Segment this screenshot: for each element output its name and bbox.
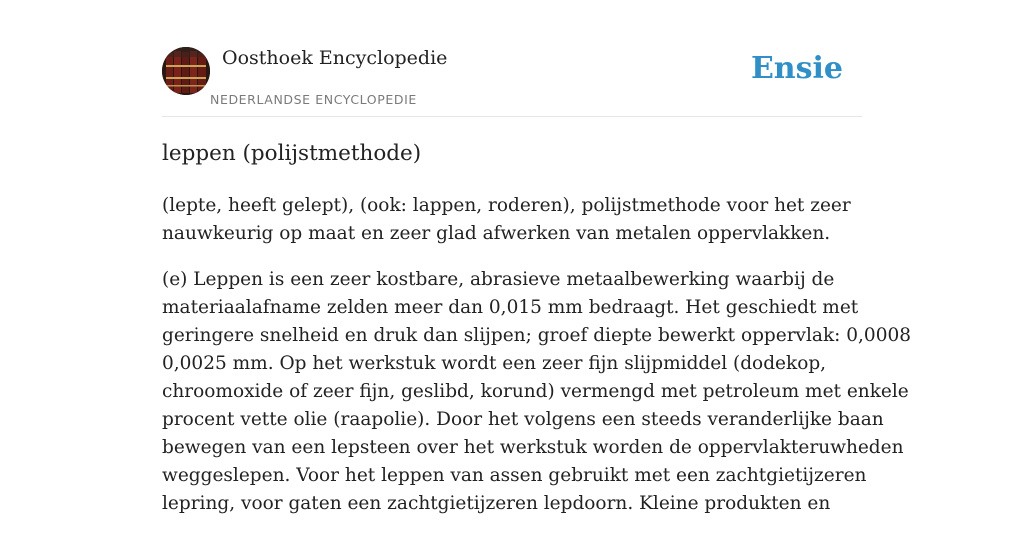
paragraph-line: weggeslepen. Voor het leppen van assen gebruikt met een zachtgietijzeren: [162, 465, 867, 486]
paragraph-line: bewegen van een lepsteen over het werkstuk worden de oppervlakteruwheden: [162, 437, 904, 458]
explanation-paragraph: [162, 266, 912, 518]
site-title[interactable]: Oosthoek Encyclopedie: [222, 47, 448, 69]
paragraph-line: materiaalafname zelden meer dan 0,015 mm bedraagt. Het geschiedt met: [162, 297, 859, 318]
site-subtitle: NEDERLANDSE ENCYCLOPEDIE: [210, 92, 417, 107]
site-header: [162, 0, 862, 117]
encyclopedia-books-avatar[interactable]: [162, 47, 210, 95]
paragraph-line: (e) Leppen is een zeer kostbare, abrasieve metaalbewerking waarbij de: [162, 269, 835, 290]
paragraph-line: procent vette olie (raapolie). Door het volgens een steeds veranderlijke baan: [162, 409, 884, 430]
definition-paragraph: [162, 192, 862, 248]
books-icon: [162, 47, 210, 95]
paragraph-line: nauwkeurig op maat en zeer glad afwerken van metalen oppervlakken.: [162, 223, 831, 244]
paragraph-line: (lepte, heeft gelept), (ook: lappen, roderen), polijstmethode voor het zeer: [162, 195, 851, 216]
paragraph-line: 0,0025 mm. Op het werkstuk wordt een zeer fijn slijpmiddel (dodekop,: [162, 353, 827, 374]
paragraph-line: geringere snelheid en druk dan slijpen; groef diepte bewerkt oppervlak: 0,0008: [162, 325, 912, 346]
paragraph-line: lepring, voor gaten een zachtgietijzeren lepdoorn. Kleine produkten en: [162, 493, 831, 514]
page-container: [162, 0, 912, 514]
entry-title: leppen (polijstmethode): [162, 141, 422, 166]
ensie-logo-link[interactable]: Ensie: [750, 51, 843, 86]
entry-body: [162, 192, 912, 536]
paragraph-line: chroomoxide of zeer fijn, geslibd, korund) vermengd met petroleum met enkele: [162, 381, 909, 402]
